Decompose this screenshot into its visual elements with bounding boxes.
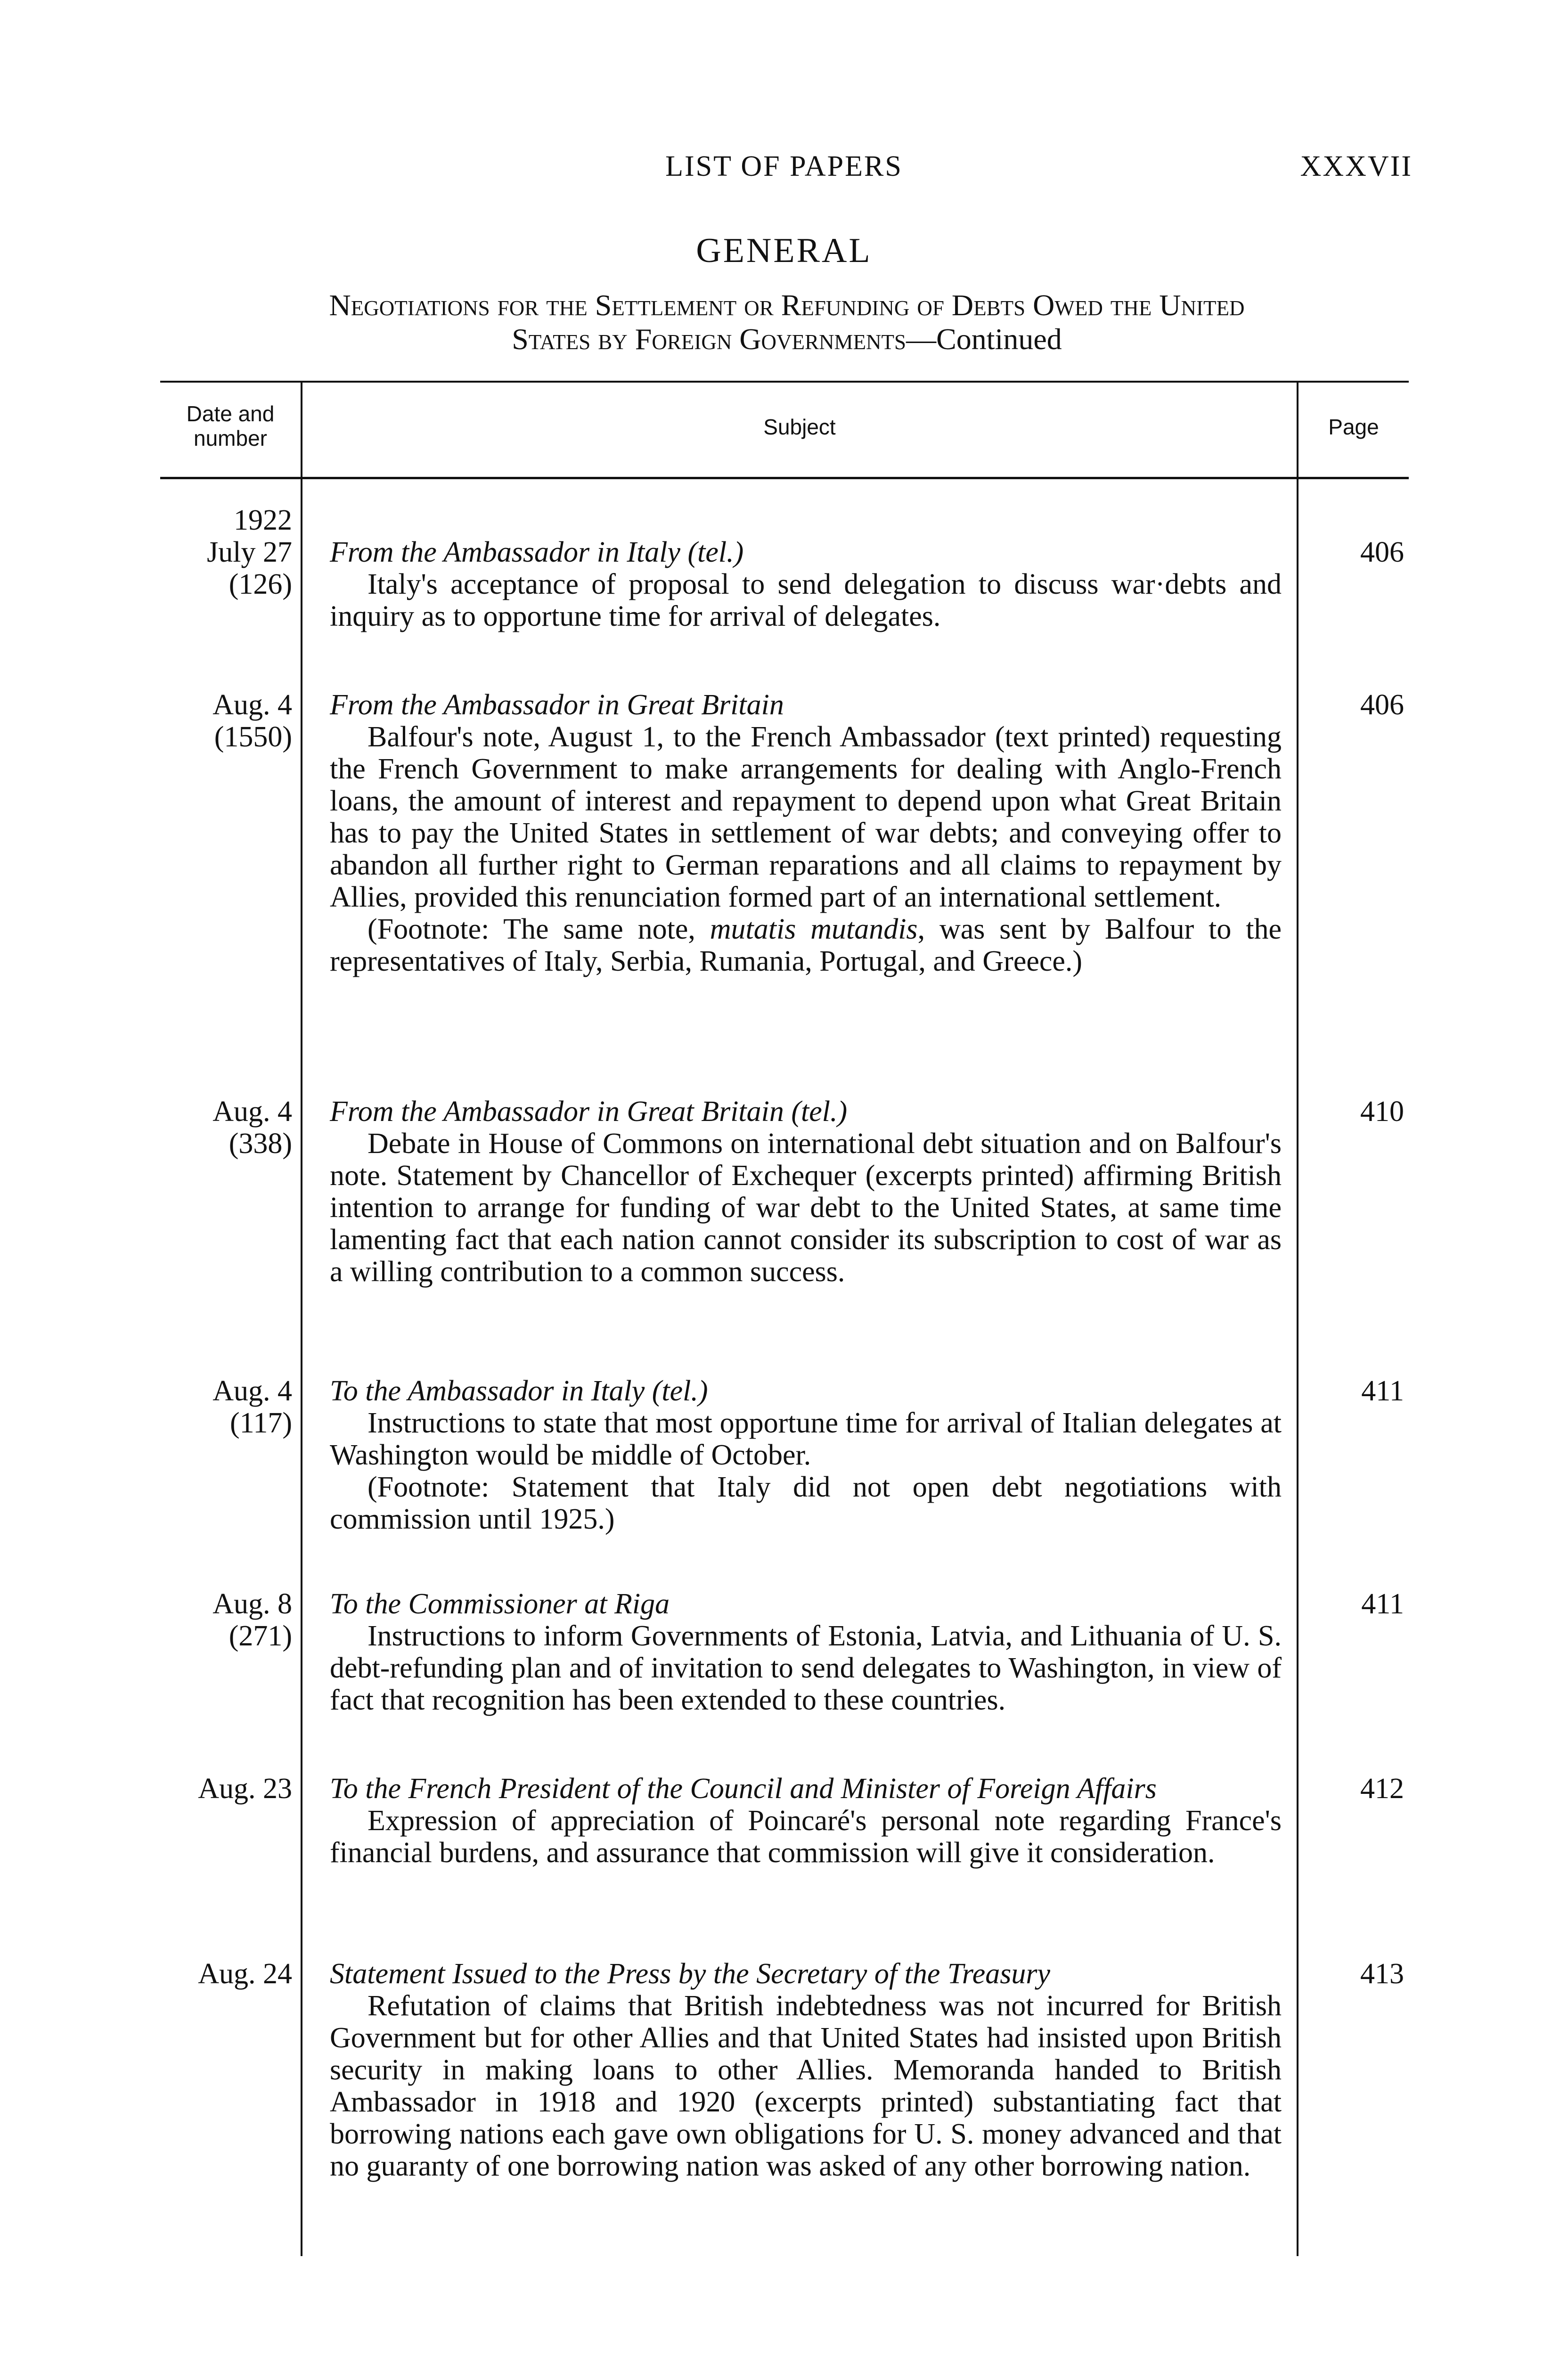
row-heading: From the Ambassador in Italy (tel.)	[330, 536, 744, 568]
header-date-number	[160, 401, 301, 450]
row-heading: From the Ambassador in Great Britain (tel.)	[330, 1096, 848, 1128]
row-summary: Refutation of claims that British indebtedness was not incurred for British Government but for other Allies and that United States had insisted upon British security in making loans to other Allies. Memoranda handed to British Ambassador in 1918 and 1920 (excerpts printed) substantiating fact that borrowing nations each gave own obligations for U. S. money advanced and that no guaranty of one borrowing nation was asked of any other borrowing nation.	[330, 1990, 1282, 2182]
subsection-title	[160, 288, 1413, 356]
header-date-line1: Date and	[186, 401, 275, 426]
row-number: (126)	[229, 568, 292, 600]
row-number: (338)	[229, 1128, 292, 1160]
subsection-title-line2	[160, 322, 1413, 356]
row-date-number	[160, 1588, 292, 1652]
column-rule-date	[301, 381, 302, 2256]
row-heading: To the Ambassador in Italy (tel.)	[330, 1375, 708, 1407]
row-footnote-italic: mutatis mutandis	[710, 913, 918, 945]
row-year: 1922	[234, 504, 292, 536]
header-page: Page	[1328, 415, 1379, 439]
row-heading: To the French President of the Council and Minister of Foreign Affairs	[330, 1773, 1157, 1805]
row-summary: Balfour's note, August 1, to the French Ambassador (text printed) requesting the French Government to make arrangements for dealing with Anglo-French loans, the amount of interest and repayment to depend upon what Great Britain has to pay the United States in settlement of war debts; and conveying offer to abandon all further right to German reparations and all claims to repayment by Allies, provided this renunciation formed part of an international settlement.	[330, 721, 1282, 913]
row-number: (117)	[230, 1407, 292, 1439]
row-date: Aug. 4	[212, 1375, 292, 1407]
row-summary: Instructions to state that most opportune time for arrival of Italian delegates at Washington would be middle of October.	[330, 1407, 1282, 1471]
column-rule-page	[1297, 381, 1298, 2256]
row-date: Aug. 23	[198, 1773, 292, 1805]
row-heading: Statement Issued to the Press by the Secretary of the Treasury	[330, 1958, 1051, 1990]
row-heading: From the Ambassador in Great Britain	[330, 689, 784, 721]
row-subject	[330, 1375, 1282, 1535]
table-top-rule	[160, 381, 1409, 383]
running-head	[0, 150, 1568, 188]
row-date: Aug. 4	[212, 1096, 292, 1128]
row-heading: To the Commissioner at Riga	[330, 1588, 670, 1620]
subsection-title-continued: —Continued	[906, 322, 1062, 356]
row-subject	[330, 1096, 1282, 1288]
subsection-title-line2-text: States by Foreign Governments	[512, 322, 906, 356]
row-summary: Italy's acceptance of proposal to send delegation to discuss war·debts and inquiry as to opportune time for arrival of delegates.	[330, 568, 1282, 632]
row-summary: Instructions to inform Governments of Estonia, Latvia, and Lithuania of U. S. debt-refunding plan and of invitation to send delegates to Washington, in view of fact that recognition has been extended to these countries.	[330, 1620, 1282, 1716]
row-date: Aug. 24	[198, 1958, 292, 1990]
row-date: Aug. 8	[212, 1588, 292, 1620]
row-footnote: (Footnote: The same note, mutatis mutandis, was sent by Balfour to the representatives of Italy, Serbia, Rumania, Portugal, and Greece.)	[330, 913, 1282, 977]
row-subject	[330, 1958, 1282, 2182]
row-page: 406	[1360, 689, 1404, 721]
header-date-line2: number	[194, 426, 267, 450]
row-subject	[330, 536, 1282, 632]
row-subject	[330, 689, 1282, 977]
row-footnote: (Footnote: Statement that Italy did not open debt negotiations with commission until 1925.)	[330, 1471, 1282, 1535]
row-subject	[330, 1773, 1282, 1869]
row-date-number	[160, 1958, 292, 1990]
row-date: Aug. 4	[212, 689, 292, 721]
row-date-number	[160, 504, 292, 600]
row-date-number	[160, 689, 292, 753]
header-subject: Subject	[763, 415, 836, 439]
row-date-number	[160, 1375, 292, 1439]
row-summary: Debate in House of Commons on international debt situation and on Balfour's note. Statement by Chancellor of Exchequer (excerpts printed) affirming British intention to arrange for funding of war debt to the United States, at same time lamenting fact that each nation cannot consider its subscription to cost of war as a willing contribution to a common success.	[330, 1128, 1282, 1288]
row-date-number	[160, 1773, 292, 1805]
page-folio: XXXVII	[1300, 150, 1413, 182]
header-bottom-rule	[160, 477, 1409, 479]
row-page: 413	[1360, 1958, 1404, 1990]
subsection-title-line1: Negotiations for the Settlement or Refunding of Debts Owed the United	[329, 288, 1245, 322]
row-number: (1550)	[214, 721, 292, 753]
row-page: 410	[1360, 1096, 1404, 1128]
row-page: 412	[1360, 1773, 1404, 1805]
row-summary: Expression of appreciation of Poincaré's personal note regarding France's financial burdens, and assurance that commission will give it consideration.	[330, 1805, 1282, 1869]
row-date-number	[160, 1096, 292, 1160]
row-number: (271)	[229, 1620, 292, 1652]
row-page: 411	[1361, 1588, 1404, 1620]
running-head-title: LIST OF PAPERS	[665, 150, 903, 182]
row-date: July 27	[207, 536, 292, 568]
section-title: GENERAL	[696, 231, 872, 270]
row-subject	[330, 1588, 1282, 1716]
row-page: 411	[1361, 1375, 1404, 1407]
row-page: 406	[1360, 536, 1404, 568]
